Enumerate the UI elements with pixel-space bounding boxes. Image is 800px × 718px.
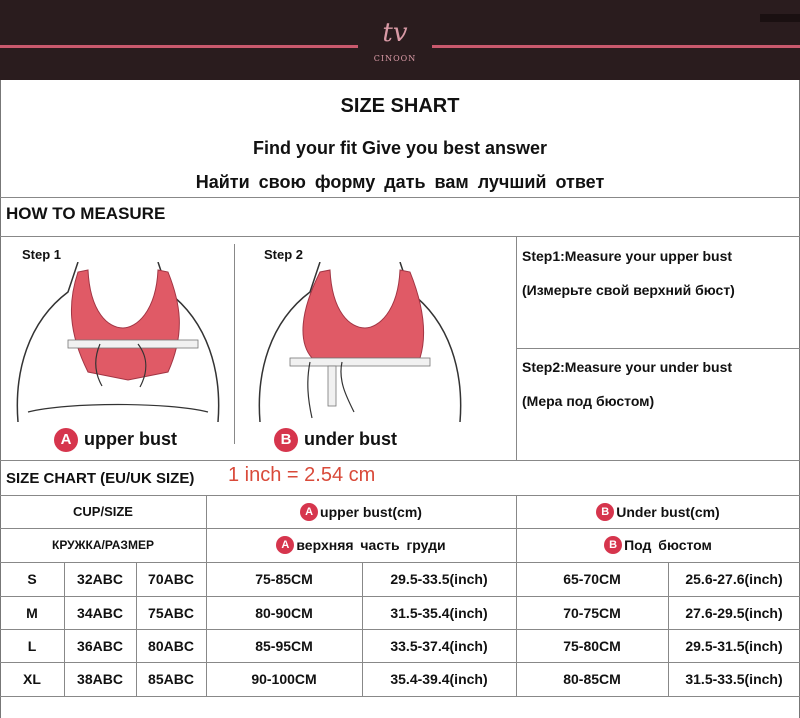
- page-subtitle: Find your fit Give you best answer: [252, 138, 548, 158]
- step1-instruction-ru: (Измерьте свой верхний бюст): [522, 282, 735, 298]
- table-cell-upper-in: 29.5-33.5(inch): [390, 571, 488, 587]
- badge-b-icon: B: [274, 428, 298, 452]
- header-line-right: [432, 45, 800, 48]
- table-line: [0, 696, 800, 697]
- caption-under-bust: [274, 428, 397, 452]
- table-cell-upper-cm: 75-85CM: [255, 571, 313, 587]
- badge-a-icon: A: [54, 428, 78, 452]
- header-cup-size-ru: КРУЖКА/РАЗМЕР: [52, 538, 154, 552]
- table-cell-uk: 80ABC: [148, 637, 194, 654]
- badge-b-icon: B: [596, 503, 614, 521]
- header-upper-bust: A upper bust(cm): [206, 495, 516, 528]
- logo-mark: tv: [382, 18, 408, 48]
- step2-label: Step 2: [264, 247, 304, 262]
- table-cell-under-in: 31.5-33.5(inch): [685, 671, 783, 687]
- divider: [0, 197, 800, 198]
- table-cell-uk: 75ABC: [148, 604, 194, 621]
- table-cell-under-cm: 70-75CM: [563, 604, 621, 621]
- header-under-bust-ru: B Под бюстом: [516, 528, 800, 562]
- logo-name: CINOON: [373, 54, 417, 63]
- step2-instruction: Step2:Measure your under bust: [522, 359, 733, 375]
- divider: [0, 460, 800, 461]
- table-cell-eu: 32ABC: [77, 571, 123, 587]
- inch-conversion-note: 1 inch = 2.54 cm: [228, 464, 376, 486]
- caption-upper-bust-text: upper bust: [84, 428, 177, 449]
- table-cell-under-in: 27.6-29.5(inch): [685, 604, 783, 621]
- table-cell-upper-in: 33.5-37.4(inch): [390, 637, 488, 654]
- size-chart-heading: SIZE CHART (EU/UK SIZE): [6, 470, 195, 487]
- table-cell-upper-cm: 80-90CM: [255, 604, 313, 621]
- caption-under-bust-text: under bust: [304, 428, 397, 449]
- table-cell-under-in: 29.5-31.5(inch): [685, 637, 783, 654]
- step1-label: Step 1: [22, 247, 62, 262]
- table-cell-uk: 85ABC: [148, 671, 194, 687]
- table-cell-eu: 34ABC: [77, 604, 123, 621]
- table-cell-upper-cm: 90-100CM: [251, 671, 317, 687]
- table-cell-eu: 38ABC: [77, 671, 123, 687]
- table-cell-size: XL: [23, 671, 41, 687]
- table-cell-upper-in: 31.5-35.4(inch): [390, 604, 488, 621]
- table-cell-size: S: [27, 571, 37, 587]
- header-upper-bust-ru: A верхняя часть груди: [206, 528, 516, 562]
- table-cell-upper-cm: 85-95CM: [255, 637, 313, 654]
- badge-b-icon: B: [604, 536, 622, 554]
- divider: [0, 236, 800, 237]
- upper-bust-illustration-icon: [8, 262, 228, 422]
- table-cell-upper-in: 35.4-39.4(inch): [390, 671, 488, 687]
- caption-upper-bust: [54, 428, 177, 452]
- header-under-bust: B Under bust(cm): [516, 495, 800, 528]
- how-to-measure-heading: HOW TO MEASURE: [6, 204, 166, 223]
- steps-row-divider: [516, 348, 800, 349]
- brand-logo: [358, 18, 432, 63]
- brand-header: [0, 0, 800, 80]
- badge-a-icon: A: [276, 536, 294, 554]
- table-cell-under-cm: 80-85CM: [563, 671, 621, 687]
- under-bust-illustration-icon: [250, 262, 470, 422]
- step2-instruction-ru: (Мера под бюстом): [522, 393, 655, 409]
- table-cell-under-cm: 75-80CM: [563, 637, 621, 654]
- page-title: SIZE SHART: [340, 95, 460, 117]
- table-cell-under-in: 25.6-27.6(inch): [685, 571, 783, 587]
- page-subtitle-ru: Найти свою форму дать вам лучший ответ: [195, 172, 605, 192]
- table-cell-eu: 36ABC: [77, 637, 123, 654]
- header-cup-size: CUP/SIZE: [73, 504, 133, 519]
- illustration-divider: [234, 244, 235, 444]
- table-cell-under-cm: 65-70CM: [563, 571, 621, 587]
- table-cell-size: L: [27, 637, 37, 654]
- table-cell-size: M: [26, 604, 38, 621]
- badge-a-icon: A: [300, 503, 318, 521]
- header-line-left: [0, 45, 358, 48]
- step1-instruction: Step1:Measure your upper bust: [522, 248, 733, 264]
- table-cell-uk: 70ABC: [148, 571, 194, 587]
- corner-decoration: [760, 14, 800, 22]
